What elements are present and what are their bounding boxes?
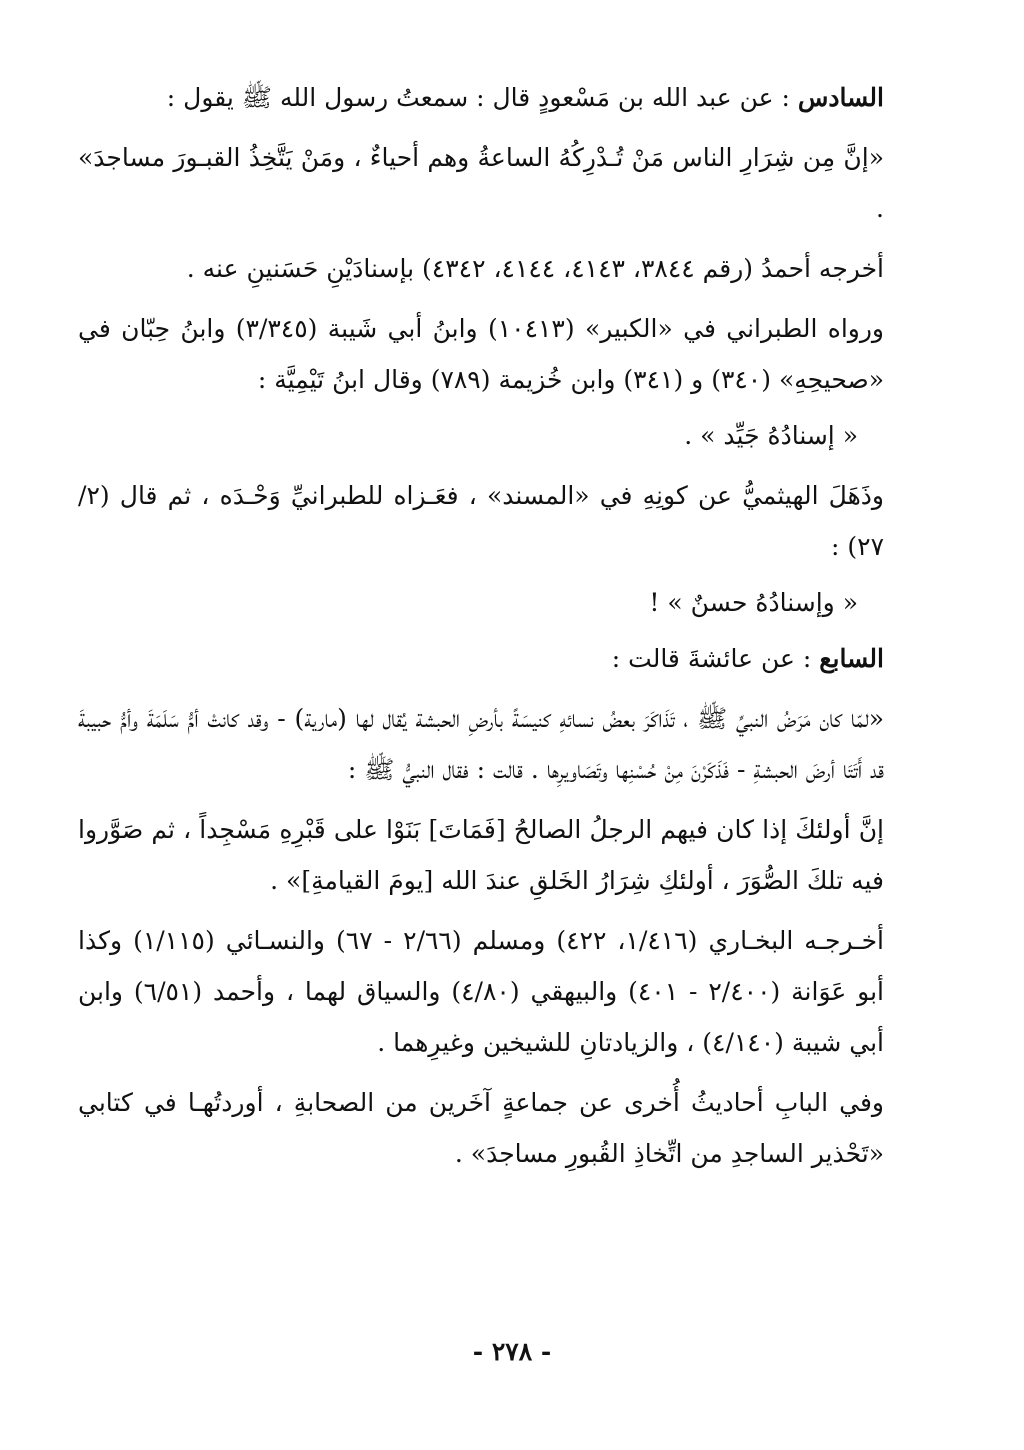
- paragraph-takhrij-bukhari: [78, 915, 884, 1068]
- paragraph-haythami-quote: [78, 577, 884, 628]
- paragraph-prophet-saying: [78, 804, 884, 906]
- paragraph-text: « إسنادُهُ جَيِّد » .: [684, 421, 858, 450]
- paragraph-text: «لمّا كان مَرَضُ النبيِّ ﷺ ، تَذَاكَرَ بعضُ نسائهِ كنيسَةً بأرضِ الحبشة يُقال لها (مارية) - وقد كانتْ أمُّ سَلَمَةَ وأمُّ حبيبةَ قد أَتَتَا أرضَ الحبشةِ - فَذَكَرْنَ مِنْ حُسْنِها وتَصَاويرِها . قالت : فقال النبيُّ ﷺ :: [78, 704, 884, 784]
- paragraph-hadith-quote: [78, 132, 884, 234]
- paragraph-takhrij-ahmad: [78, 243, 884, 294]
- paragraph-sixth-hadith-intro: [78, 72, 884, 123]
- page-number: - ٢٧٨ -: [472, 1337, 552, 1366]
- paragraph-text: أخرجه أحمدُ (رقم ٣٨٤٤، ٤١٤٣، ٤١٤٤، ٤٣٤٢) بإسنادَيْنِ حَسَنينِ عنه .: [186, 254, 884, 283]
- paragraph-takhrij-tabarani: [78, 303, 884, 405]
- paragraph-aisha-narration: [78, 693, 884, 795]
- paragraph-text: « وإسنادُهُ حسنٌ » !: [649, 588, 858, 617]
- paragraph-text: إنَّ أولئكَ إذا كان فيهم الرجلُ الصالحُ [فَمَاتَ] بَنَوْا على قَبْرِهِ مَسْجِداً ، ثم صَوَّروا فيه تلكَ الصُّوَرَ ، أولئكِ شِرَارُ الخَلقِ عندَ الله [يومَ القيامةِ]» .: [78, 815, 884, 895]
- paragraph-text: أخـرجـه البخـاري (١/٤١٦، ٤٢٢) ومسلم (٢/٦٦ - ٦٧) والنسـائي (١/١١٥) وكذا أبو عَوَانة (٢/٤٠٠ - ٤٠١) والبيهقي (٤/٨٠) والسياق لهما ، وأحمد (٦/٥١) وابن أبي شيبة (٤/١٤٠) ، والزيادتانِ للشيخين وغيرِهما .: [78, 926, 884, 1057]
- paragraph-text: : عن عائشةَ قالت :: [611, 644, 820, 673]
- paragraph-text: وفي البابِ أحاديثُ أُخرى عن جماعةٍ آخَرين من الصحابةِ ، أوردتُهـا في كتابي «تَحْذير الساجدِ من اتِّخاذِ القُبورِ مساجدَ» .: [78, 1088, 884, 1168]
- paragraph-text: ورواه الطبراني في «الكبير» (١٠٤١٣) وابنُ أبي شَيبة (٣/٣٤٥) وابنُ حِبّان في «صحيحِهِ» (٣٤٠) و (٣٤١) وابن خُزيمة (٧٨٩) وقال ابنُ تَيْمِيَّة :: [78, 314, 884, 394]
- paragraph-text: وذَهَلَ الهيثميُّ عن كونِهِ في «المسند» ، فعَـزاه للطبرانيِّ وَحْـدَه ، ثم قال (٢/ ٢٧) :: [78, 481, 884, 561]
- hadith-number-label: السابع: [819, 644, 884, 673]
- paragraph-seventh-hadith-intro: [78, 633, 884, 684]
- paragraph-haythami-note: [78, 470, 884, 572]
- paragraph-text: «إنَّ مِن شِرَارِ الناس مَنْ تُـدْرِكُهُ الساعةُ وهم أحياءٌ ، ومَنْ يَتَّخِذُ القبـورَ مساجدَ» .: [78, 143, 884, 223]
- paragraph-text: : عن عبد الله بن مَسْعودٍ قال : سمعتُ رسول الله ﷺ يقول :: [166, 83, 798, 112]
- page-body: [78, 72, 884, 1188]
- paragraph-further-hadiths: [78, 1077, 884, 1179]
- paragraph-isnad-quote: [78, 410, 884, 461]
- hadith-number-label: السادس: [797, 83, 884, 112]
